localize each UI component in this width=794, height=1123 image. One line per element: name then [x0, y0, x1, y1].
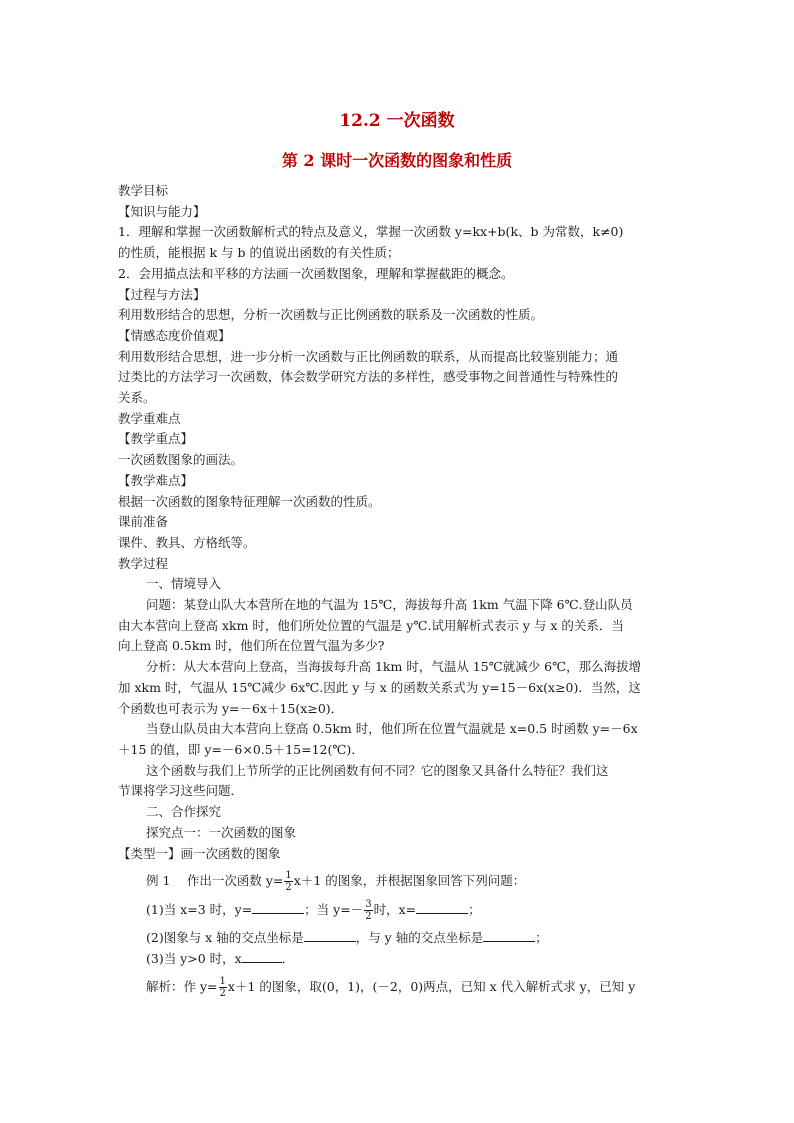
example-text: 例 1 作出一次函数 y= [146, 873, 284, 889]
example-1-line [118, 870, 678, 893]
paragraph-line: 1．理解和掌握一次函数解析式的特点及意义，掌握一次函数 y=kx+b(k、b 为常数，k≠0) [118, 224, 624, 240]
paragraph-line: 个函数也可表示为 y=－6x＋15(x≥0)． [118, 700, 344, 716]
paragraph-line: ＋15 的值，即 y=－6×0.5＋15=12(℃)． [118, 741, 364, 757]
fraction-one-half: $\frac{1}{2}$ [285, 870, 292, 894]
document-body [118, 181, 678, 999]
fraction-one-half: $\frac{1}{2}$ [219, 975, 226, 999]
paragraph-line: 加 xkm 时，气温从 15℃减少 6x℃.因此 y 与 x 的函数关系式为 y=15－6x(x≥0)．当然，这 [118, 679, 641, 695]
paragraph-line: 的性质，能根据 k 与 b 的值说出函数的有关性质； [118, 245, 400, 261]
subsection-heading: 【教学难点】 [118, 472, 194, 488]
section-heading: 教学过程 [118, 555, 169, 571]
section-heading: 教学目标 [118, 183, 169, 198]
section-heading: 课前准备 [118, 514, 169, 530]
subsection-heading: 二、合作探究 [146, 804, 222, 820]
analysis-line: 解析：作 y= $\frac{1}{2}$ x＋1 的图象，取(0，1)，(－2，0)两点，已知 x 代入解析式求 y，已知 y [146, 975, 636, 999]
subsection-heading: 【类型一】画一次函数的图象 [118, 845, 281, 861]
subsection-heading: 一、情境导入 [146, 576, 222, 592]
paragraph-line: 一次函数图象的画法。 [118, 452, 244, 468]
paragraph-line: 当登山队员由大本营向上登高 0.5km 时，他们所在位置气温就是 x=0.5 时函数 y=－6x [146, 721, 638, 737]
paragraph-line: 节课将学习这些问题． [118, 783, 244, 799]
paragraph-line: 分析：从大本营向上登高，当海拔每升高 1km 时，气温从 15℃就减少 6℃，那么海拔增 [146, 659, 642, 675]
document-title: 12.2 一次函数 [339, 111, 455, 131]
paragraph-line: 这个函数与我们上节所学的正比例函数有何不同？它的图象又具备什么特征？我们这 [146, 762, 609, 778]
paragraph-line: 利用数形结合的思想，分析一次函数与正比例函数的联系及一次函数的性质。 [118, 307, 544, 323]
subsection-heading: 【过程与方法】 [118, 286, 206, 302]
subsection-heading: 【知识与能力】 [118, 203, 206, 219]
answer-blank[interactable] [483, 940, 535, 942]
paragraph-line: 2．会用描点法和平移的方法画一次函数图象，理解和掌握截距的概念。 [118, 265, 514, 281]
paragraph-line: 根据一次函数的图象特征理解一次函数的性质。 [118, 493, 381, 509]
subsection-heading: 【情感态度价值观】 [118, 327, 231, 343]
paragraph-line: 向上登高 0.5km 时，他们所在位置气温为多少? [118, 638, 385, 654]
fraction-three-halves: $\frac{3}{2}$ [365, 899, 372, 923]
paragraph-line: 利用数形结合思想，进一步分析一次函数与正比例函数的联系，从而提高比较鉴别能力；通 [118, 348, 619, 364]
question-1-line: (1)当 x=3 时，y= ；当 y=－ $\frac{3}{2}$ 时，x= ； [146, 899, 481, 923]
paragraph-line: 探究点一：一次函数的图象 [146, 824, 297, 840]
paragraph-line: 由大本营向上登高 xkm 时，他们所处位置的气温是 y℃.试用解析式表示 y 与 x 的关系．当 [118, 617, 624, 633]
answer-blank[interactable] [252, 912, 304, 914]
document-subtitle: 第 2 课时一次函数的图象和性质 [281, 151, 513, 170]
paragraph-line: 课件、教具、方格纸等。 [118, 534, 256, 550]
section-heading: 教学重难点 [118, 410, 181, 426]
subsection-heading: 【教学重点】 [118, 431, 194, 447]
answer-blank[interactable] [242, 961, 282, 963]
question-2-line: (2)图象与 x 轴的交点坐标是 ，与 y 轴的交点坐标是 ； [146, 930, 548, 946]
paragraph-line: 关系。 [118, 390, 156, 406]
answer-blank[interactable] [416, 912, 468, 914]
paragraph-line: 问题：某登山队大本营所在地的气温为 15℃，海拔每升高 1km 气温下降 6℃.登山队员 [146, 597, 633, 613]
answer-blank[interactable] [304, 940, 356, 942]
question-3-line: (3)当 y>0 时，x ． [146, 950, 295, 966]
example-text: x＋1 的图象，并根据图象回答下列问题： [293, 873, 526, 889]
paragraph-line: 过类比的方法学习一次函数，体会数学研究方法的多样性，感受事物之间普通性与特殊性的 [118, 369, 619, 385]
